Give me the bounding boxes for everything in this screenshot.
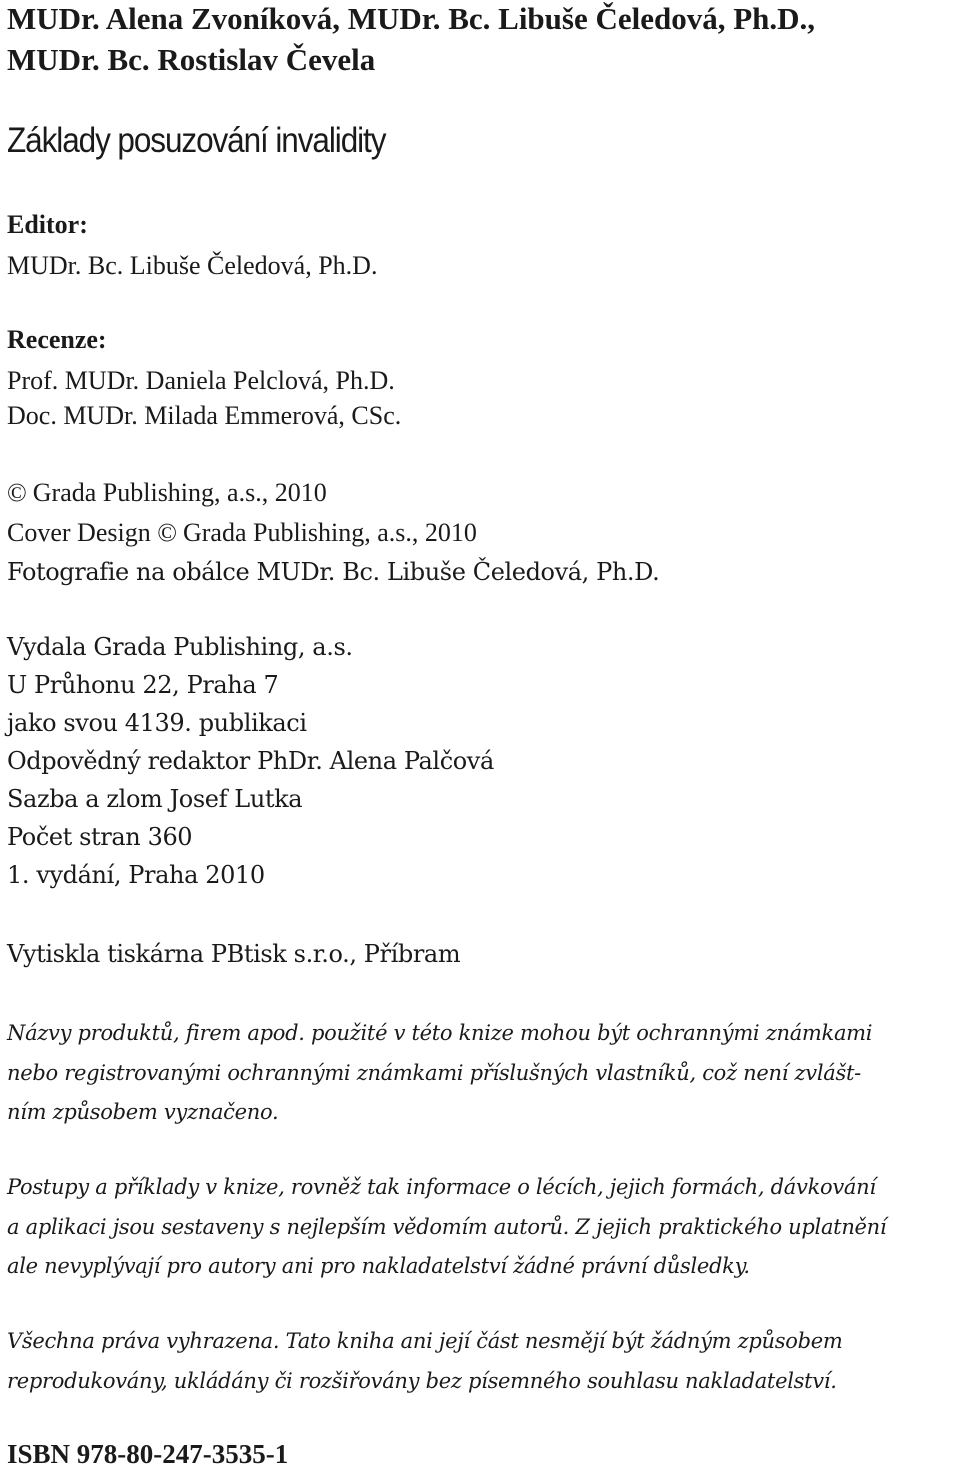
editor-label: Editor: [7,210,88,239]
copyright-icon: © [7,478,27,507]
disclaimer-line: ale nevyplývají pro autory ani pro nakladatelství žádné právní důsledky. [7,1254,750,1278]
disclaimer-line: a aplikaci jsou sestaveny s nejlepším vědomím autorů. Z jejich praktického uplatnění [7,1215,887,1239]
authors-line-2: MUDr. Bc. Rostislav Čevela [7,42,376,77]
isbn: ISBN 978-80-247-3535-1 [7,1439,289,1469]
copyright-icon: © [157,518,177,547]
copyright-line-1 [7,478,327,508]
trademark-notice-line: nebo registrovanými ochrannými známkami příslušných vlastníků, což není zvlášt- [7,1061,861,1085]
authors-line-1: MUDr. Alena Zvoníková, MUDr. Bc. Libuše Čeledová, Ph.D., [7,1,816,36]
publisher-line: Odpovědný redaktor PhDr. Alena Palčová [7,747,494,775]
copyright-line-2 [7,518,477,548]
trademark-notice-line: ním způsobem vyznačeno. [7,1100,279,1124]
disclaimer-line: Postupy a příklady v knize, rovněž tak informace o lécích, jejich formách, dávkování [7,1175,876,1199]
reviewer-name: Prof. MUDr. Daniela Pelclová, Ph.D. [7,366,395,395]
cover-design-holder: Grada Publishing, a.s., 2010 [182,518,477,547]
rights-notice-line: reprodukovány, ukládány či rozšiřovány bez písemného souhlasu nakladatelství. [7,1369,837,1393]
publisher-line: U Průhonu 22, Praha 7 [7,671,279,699]
editor-name: MUDr. Bc. Libuše Čeledová, Ph.D. [7,251,378,280]
reviewers-label: Recenze: [7,325,107,354]
publisher-line: 1. vydání, Praha 2010 [7,861,265,889]
cover-design-label: Cover Design [7,518,151,547]
reviewer-name: Doc. MUDr. Milada Emmerová, CSc. [7,401,402,430]
publisher-line: Počet stran 360 [7,823,193,851]
trademark-notice-line: Názvy produktů, firem apod. použité v této knize mohou být ochrannými známkami [7,1021,873,1045]
cover-photo-credit: Fotografie na obálce MUDr. Bc. Libuše Čeledová, Ph.D. [7,558,660,586]
rights-notice-line: Všechna práva vyhrazena. Tato kniha ani její část nesmějí být žádným způsobem [7,1329,843,1353]
printer-line: Vytiskla tiskárna PBtisk s.r.o., Příbram [7,940,461,968]
book-title: Základy posuzování invalidity [7,121,386,160]
publisher-line: Sazba a zlom Josef Lutka [7,785,303,813]
copyright-holder: Grada Publishing, a.s., 2010 [32,478,327,507]
publisher-line: Vydala Grada Publishing, a.s. [7,633,353,661]
publisher-line: jako svou 4139. publikaci [7,709,307,737]
